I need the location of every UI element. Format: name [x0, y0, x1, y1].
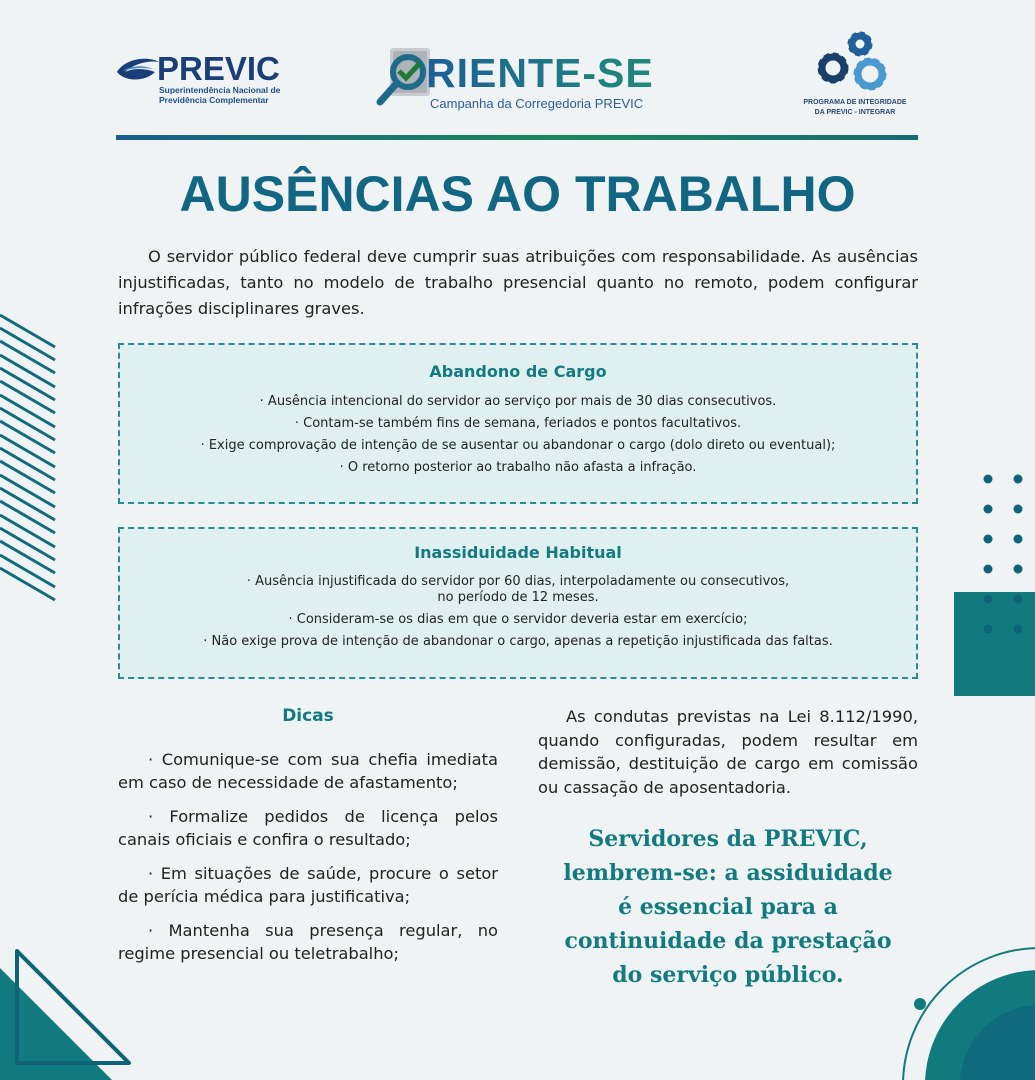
quote-line: Servidores da PREVIC, [588, 826, 868, 852]
closing-quote [548, 822, 908, 992]
box-item-continuation: no período de 12 meses. [437, 590, 599, 605]
integrar-line1: PROGRAMA DE INTEGRIDADE [803, 99, 907, 106]
quote-line: lembrem-se: a assiduidade [563, 860, 893, 886]
magnifier-check-icon [374, 48, 434, 108]
box-item: · Consideram-se os dias em que o servidor deveria estar em exercício; [288, 612, 748, 627]
intro-paragraph: O servidor público federal deve cumprir suas atribuições com responsabilidade. As ausências injustificadas, tanto no modelo de trabalho presencial quanto no remoto, podem configurar infrações disciplinares graves. [118, 247, 918, 318]
lei-paragraph: As condutas previstas na Lei 8.112/1990, quando configuradas, podem resultar em demissão, destituição de cargo em comissão ou cassação de aposentadoria. [538, 707, 918, 797]
quote-line: é essencial para a [618, 894, 838, 920]
dica-item: · Comunique-se com sua chefia imediata em caso de necessidade de afastamento; [118, 750, 498, 792]
dicas-heading: Dicas [282, 706, 334, 726]
box-heading: Abandono de Cargo [429, 362, 607, 381]
integrar-line2: DA PREVIC - INTEGRAR [814, 109, 896, 116]
box-item: · O retorno posterior ao trabalho não afasta a infração. [339, 460, 697, 475]
previc-eye-icon [115, 56, 159, 82]
triangle-decoration [0, 930, 150, 1080]
box-heading: Inassiduidade Habitual [414, 543, 622, 562]
previc-subtitle [159, 85, 280, 105]
inassiduidade-habitual-box [118, 527, 918, 679]
box-item: · Contam-se também fins de semana, feriados e pontos facultativos. [294, 416, 742, 431]
header-divider [116, 135, 918, 140]
campaign-subtitle: Campanha da Corregedoria PREVIC [430, 96, 644, 111]
oriente-se-logo [374, 44, 674, 114]
previc-logo [115, 52, 295, 112]
circle-decoration [880, 930, 1035, 1080]
dot-grid-decoration [975, 470, 1035, 640]
diagonal-stripes-decoration [0, 310, 60, 610]
integrar-logo [790, 26, 920, 126]
abandono-de-cargo-box [118, 343, 918, 504]
box-item: · Exige comprovação de intenção de se ausentar ou abandonar o cargo (dolo direto ou eventual); [200, 438, 836, 453]
dica-item: · Mantenha sua presença regular, no regime presencial ou teletrabalho; [118, 921, 498, 963]
previc-wordmark: PREVIC [157, 50, 280, 87]
oriente-se-wordmark: RIENTE-SE [426, 50, 654, 96]
box-item: · Ausência intencional do servidor ao serviço por mais de 30 dias consecutivos. [259, 394, 777, 409]
quote-line: continuidade da prestação [564, 928, 892, 954]
gears-icon [810, 26, 900, 98]
box-item: · Não exige prova de intenção de abandonar o cargo, apenas a repetição injustificada das faltas. [203, 634, 833, 649]
previc-subtitle-line2: Previdência Complementar [159, 95, 269, 105]
previc-subtitle-line1: Superintendência Nacional de [159, 85, 281, 95]
quote-line: do serviço público. [612, 962, 844, 988]
page-title: AUSÊNCIAS AO TRABALHO [179, 166, 856, 222]
dicas-list [118, 748, 498, 976]
integrar-caption [790, 98, 920, 118]
dica-item: · Formalize pedidos de licença pelos canais oficiais e confira o resultado; [118, 807, 498, 849]
dica-item: · Em situações de saúde, procure o setor de perícia médica para justificativa; [118, 864, 498, 906]
box-item: · Ausência injustificada do servidor por 60 dias, interpoladamente ou consecutivos, [246, 574, 790, 589]
